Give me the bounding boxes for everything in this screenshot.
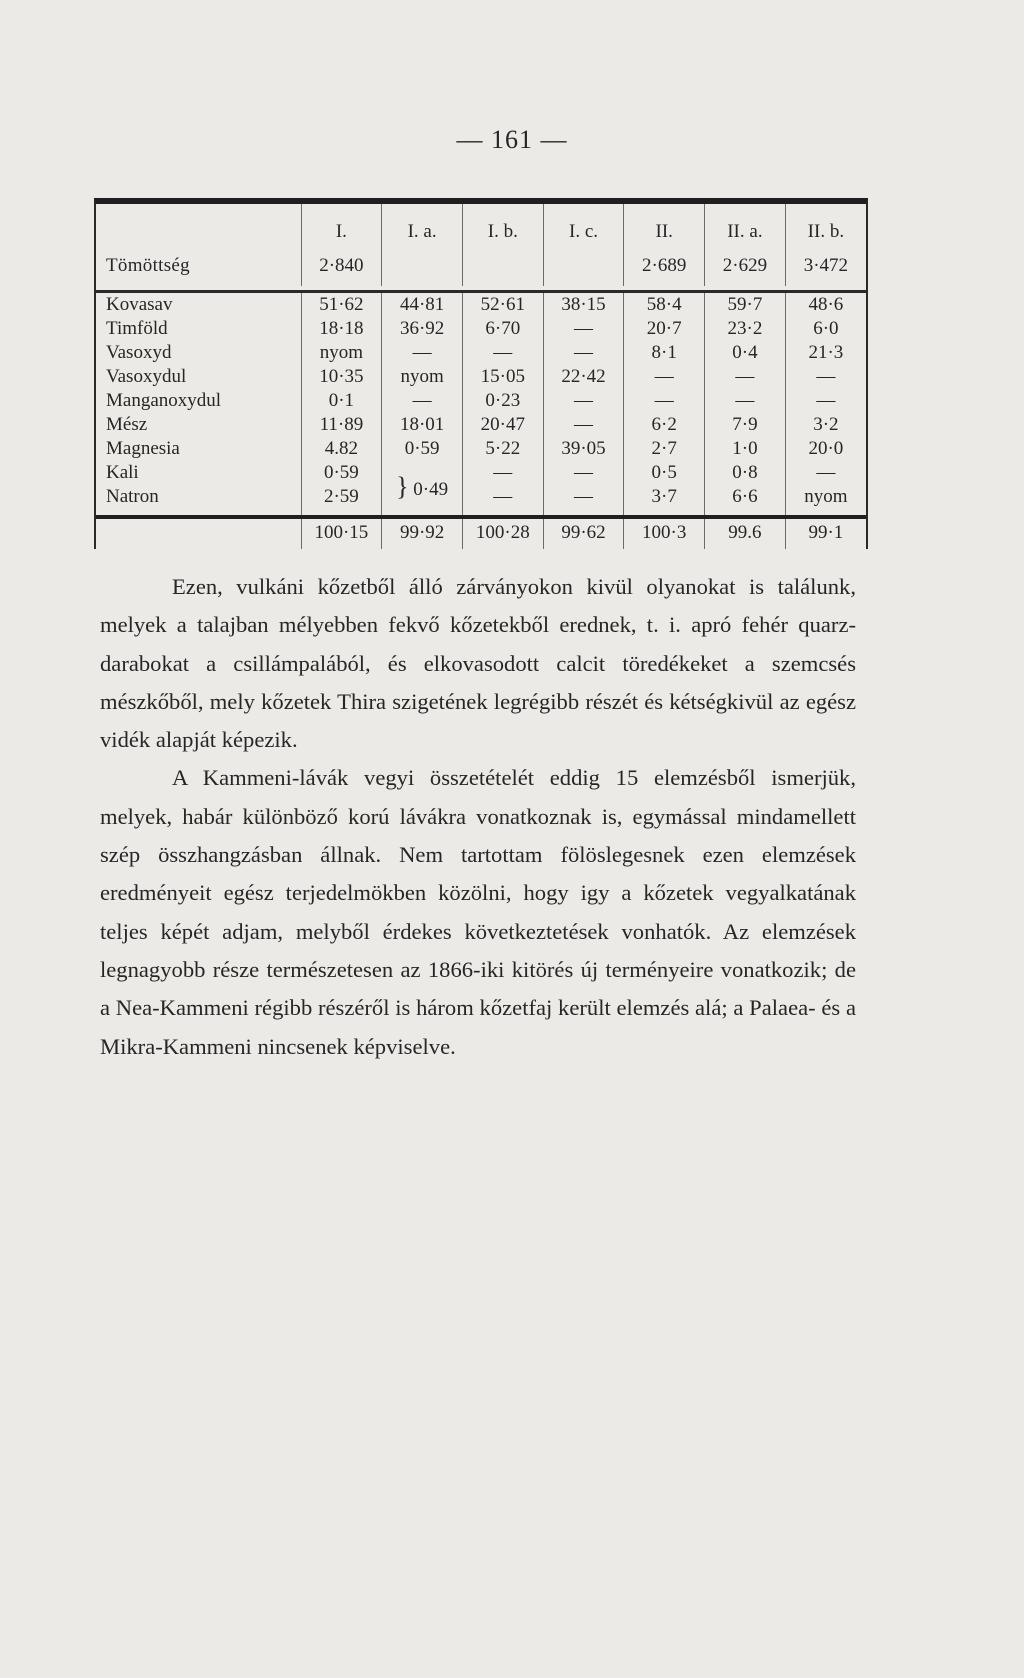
cell: 6·0 <box>785 317 866 341</box>
total-cell: 100·3 <box>624 517 705 549</box>
row-label: Magnesia <box>106 438 180 459</box>
cell: — <box>705 365 786 389</box>
analysis-table <box>94 198 868 549</box>
column-header: I. b. <box>462 204 543 246</box>
table-row <box>96 341 866 365</box>
cell: — <box>382 341 463 365</box>
cell: 18·18 <box>301 317 382 341</box>
composition-table <box>96 204 866 549</box>
density-value: 2·629 <box>705 246 786 286</box>
cell: 15·05 <box>462 365 543 389</box>
cell: 51·62 <box>301 292 382 318</box>
cell: — <box>462 485 543 517</box>
cell: — <box>785 389 866 413</box>
density-value: 3·472 <box>785 246 866 286</box>
cell: 48·6 <box>785 292 866 318</box>
density-value <box>543 246 624 286</box>
paragraph: Ezen, vulkáni kőzetből álló zárványokon kivül olyanokat is találunk, melyek a talajban mélyebben fekvő kőzetekből erednek, t. i. apró fehér quarz-darabokat a csillámpalából, és elkovasodott calcit töredékeket a szemcsés mészkőből, mely kőzetek Thira szigetének legrégibb részét és kétségkivül az egész vidék alapját képezik. <box>100 574 856 753</box>
column-header: II. <box>624 204 705 246</box>
cell: 0·59 <box>301 461 382 485</box>
cell: 11·89 <box>301 413 382 437</box>
row-label: Kali <box>106 462 139 483</box>
cell: 44·81 <box>382 292 463 318</box>
cell: — <box>462 341 543 365</box>
cell: 22·42 <box>543 365 624 389</box>
cell: 52·61 <box>462 292 543 318</box>
cell: 23·2 <box>705 317 786 341</box>
cell: — <box>462 461 543 485</box>
cell: 2·7 <box>624 437 705 461</box>
column-header: II. a. <box>705 204 786 246</box>
cell: 0·1 <box>301 389 382 413</box>
cell: — <box>543 485 624 517</box>
cell: 59·7 <box>705 292 786 318</box>
cell: 21·3 <box>785 341 866 365</box>
cell: 38·15 <box>543 292 624 318</box>
cell: 5·22 <box>462 437 543 461</box>
cell: — <box>543 461 624 485</box>
cell: — <box>543 341 624 365</box>
paragraph: A Kammeni-lávák vegyi összetételét eddig 15 elemzésből ismerjük, melyek, habár különböző korú lávákra vonatkoznak is, egymással mindamellett szép összhangzásban állnak. Nem tartottam fölöslegesnek ezen elemzések eredményeit egész terjedelmökben közölni, hogy igy a kőzetek vegyalkatának teljes képét adjam, melyből érdekes következtetések vonhatók. Az elemzések legnagyobb része természetesen az 1866-iki kitörés új terményeire vonatkozik; de a Nea-Kammeni régibb részéről is három kőzetfaj került elemzés alá; a Palaea- és a Mikra-Kammeni nincsenek képviselve. <box>100 765 856 1059</box>
cell: 6·2 <box>624 413 705 437</box>
row-label: Vasoxyd <box>106 342 172 363</box>
total-cell: 99·92 <box>382 517 463 549</box>
cell: 6·6 <box>705 485 786 517</box>
row-label: Manganoxydul <box>106 390 222 411</box>
header-corner <box>96 204 301 246</box>
row-label: Vasoxydul <box>106 366 187 387</box>
column-header: I. c. <box>543 204 624 246</box>
density-value: 2·689 <box>624 246 705 286</box>
cell: 8·1 <box>624 341 705 365</box>
table-row <box>96 485 866 517</box>
cell: — <box>624 389 705 413</box>
total-cell: 99·1 <box>785 517 866 549</box>
cell: 0·8 <box>705 461 786 485</box>
total-cell: 99·62 <box>543 517 624 549</box>
cell: 7·9 <box>705 413 786 437</box>
row-label: Natron <box>106 486 159 507</box>
column-header: I. <box>301 204 382 246</box>
density-value: 2·840 <box>301 246 382 286</box>
total-cell: 99.6 <box>705 517 786 549</box>
cell: — <box>543 389 624 413</box>
cell: — <box>382 389 463 413</box>
table-row <box>96 461 866 485</box>
cell: 58·4 <box>624 292 705 318</box>
column-header: II. b. <box>785 204 866 246</box>
body-text <box>100 568 856 1066</box>
cell: — <box>705 389 786 413</box>
cell: 4.82 <box>301 437 382 461</box>
density-value <box>462 246 543 286</box>
cell: nyom <box>382 365 463 389</box>
density-row <box>96 246 866 286</box>
table-row <box>96 389 866 413</box>
density-value <box>382 246 463 286</box>
cell: 20·0 <box>785 437 866 461</box>
cell: — <box>543 413 624 437</box>
cell: 1·0 <box>705 437 786 461</box>
cell: 39·05 <box>543 437 624 461</box>
cell: 0·5 <box>624 461 705 485</box>
cell: — <box>785 461 866 485</box>
table-row <box>96 413 866 437</box>
cell: 3·7 <box>624 485 705 517</box>
table-row <box>96 437 866 461</box>
row-label: Tömöttség <box>106 255 190 276</box>
table-header-row <box>96 204 866 246</box>
kali-natron-combined-cell <box>382 461 463 517</box>
cell: 2·59 <box>301 485 382 517</box>
row-label: Kovasav <box>106 294 173 315</box>
cell: 0·59 <box>382 437 463 461</box>
column-header: I. a. <box>382 204 463 246</box>
cell: — <box>543 317 624 341</box>
total-cell: 100·28 <box>462 517 543 549</box>
table-row <box>96 292 866 318</box>
totals-label-empty <box>96 517 301 549</box>
cell: 3·2 <box>785 413 866 437</box>
cell: nyom <box>785 485 866 517</box>
total-cell: 100·15 <box>301 517 382 549</box>
page-number: — 161 — <box>456 125 568 154</box>
cell: 36·92 <box>382 317 463 341</box>
cell: 6·70 <box>462 317 543 341</box>
cell: 20·47 <box>462 413 543 437</box>
table-row <box>96 365 866 389</box>
cell: 18·01 <box>382 413 463 437</box>
cell: 10·35 <box>301 365 382 389</box>
row-label: Timföld <box>106 318 168 339</box>
cell: 0·23 <box>462 389 543 413</box>
totals-row <box>96 517 866 549</box>
cell: — <box>624 365 705 389</box>
brace-glyph: } <box>396 471 409 501</box>
row-label: Mész <box>106 414 148 435</box>
combined-value: 0·49 <box>413 478 449 500</box>
cell: nyom <box>301 341 382 365</box>
table-row <box>96 317 866 341</box>
cell: — <box>785 365 866 389</box>
cell: 0·4 <box>705 341 786 365</box>
cell: 20·7 <box>624 317 705 341</box>
